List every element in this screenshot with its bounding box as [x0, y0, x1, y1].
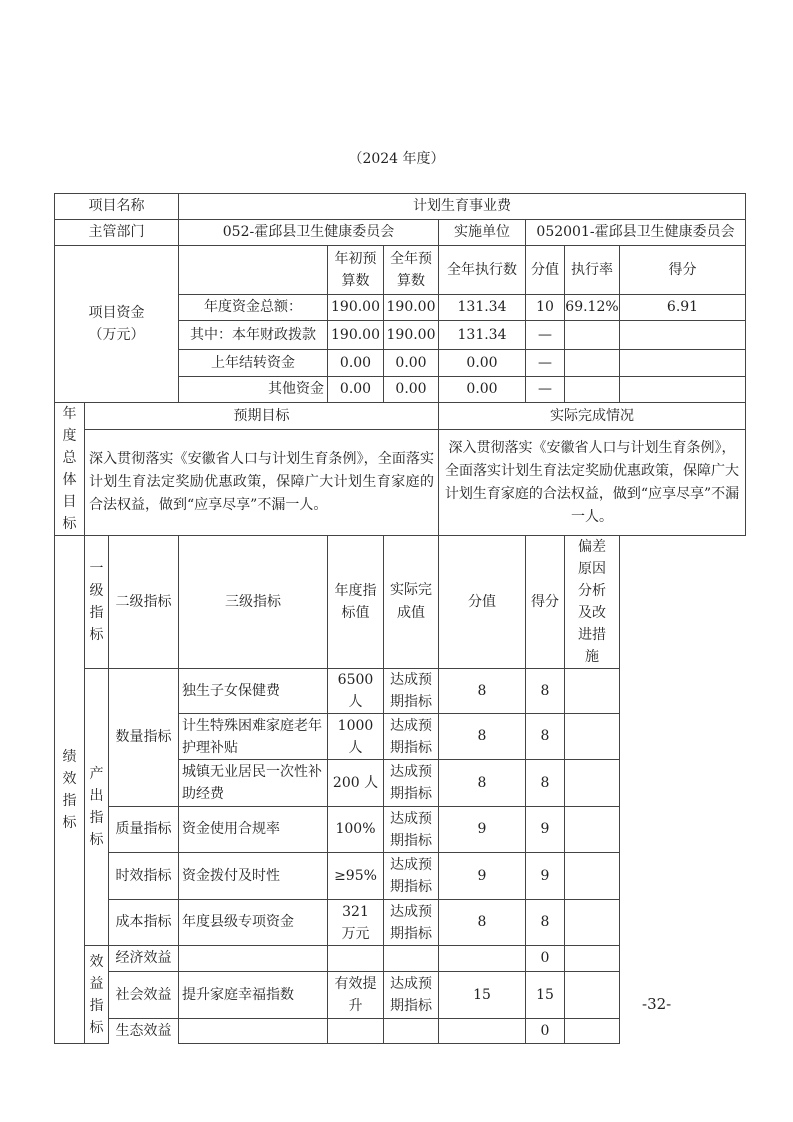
indicator-actual: 达成预期指标 — [384, 807, 439, 853]
analysis-header: 偏差原因分析及改进措施 — [565, 536, 620, 669]
indicator-analysis — [565, 853, 620, 900]
indicator-score: 0 — [526, 1019, 565, 1044]
executed-header: 全年执行数 — [439, 246, 526, 295]
indicator-name: 年度县级专项资金 — [179, 900, 328, 946]
indicator-weight: 8 — [439, 714, 526, 760]
actual-goal-header: 实际完成情况 — [439, 403, 746, 430]
indicator-score: 8 — [526, 714, 565, 760]
output-label: 产出指标 — [85, 669, 109, 946]
indicator-analysis — [565, 669, 620, 714]
indicator-row — [55, 853, 746, 900]
funds-rate: 69.12% — [565, 295, 620, 321]
social-group: 社会效益 — [109, 972, 179, 1019]
indicator-score: 9 — [526, 807, 565, 853]
indicator-weight: 9 — [439, 853, 526, 900]
level1-header: 一级指标 — [85, 536, 109, 669]
weight-header: 分值 — [526, 246, 565, 295]
indicator-score: 15 — [526, 972, 565, 1019]
funds-label — [55, 246, 179, 403]
funds-initial: 0.00 — [328, 350, 384, 377]
funds-score: 6.91 — [620, 295, 746, 321]
goals-header-row — [55, 403, 746, 430]
expected-goal-text: 深入贯彻落实《安徽省人口与计划生育条例》，全面落实计划生育法定奖励优惠政策，保障广大计划生育家庭的合法权益，做到“应享尽享”不漏一人。 — [85, 430, 439, 536]
indicator-actual: 达成预期指标 — [384, 972, 439, 1019]
indicator-name: 城镇无业居民一次性补助经费 — [179, 760, 328, 807]
expected-goal-header: 预期目标 — [85, 403, 439, 430]
score-header: 得分 — [526, 536, 565, 669]
funds-weight: 10 — [526, 295, 565, 321]
indicator-name: 提升家庭幸福指数 — [179, 972, 328, 1019]
project-name-value: 计划生育事业费 — [179, 194, 746, 220]
indicator-analysis — [565, 1019, 620, 1044]
funds-rate — [565, 321, 620, 350]
indicator-weight: 8 — [439, 669, 526, 714]
funds-initial: 190.00 — [328, 295, 384, 321]
indicator-target: 6500人 — [328, 669, 384, 714]
indicator-name: 独生子女保健费 — [179, 669, 328, 714]
economic-group: 经济效益 — [109, 946, 179, 972]
indicator-target: 1000人 — [328, 714, 384, 760]
indicator-target: 有效提升 — [328, 972, 384, 1019]
indicator-name: 计生特殊困难家庭老年护理补贴 — [179, 714, 328, 760]
indicator-row — [55, 807, 746, 853]
dept-value: 052-霍邱县卫生健康委员会 — [179, 220, 439, 246]
funds-executed: 0.00 — [439, 377, 526, 403]
funds-initial: 0.00 — [328, 377, 384, 403]
quantity-group: 数量指标 — [109, 669, 179, 807]
funds-annual: 0.00 — [384, 377, 439, 403]
funds-row-label: 年度资金总额： — [179, 295, 328, 321]
indicator-analysis — [565, 900, 620, 946]
page-number: -32- — [642, 995, 672, 1013]
performance-table — [54, 193, 746, 1044]
year-label: （2024 年度） — [348, 151, 445, 167]
initial-budget-header: 年初预算数 — [328, 246, 384, 295]
funds-label-line2: （万元） — [88, 327, 145, 343]
indicator-target: 200 人 — [328, 760, 384, 807]
indicator-weight: 8 — [439, 760, 526, 807]
dept-row — [55, 220, 746, 246]
funds-weight: — — [526, 350, 565, 377]
indicator-row — [55, 669, 746, 714]
indicator-row — [55, 1019, 746, 1044]
funds-score — [620, 350, 746, 377]
benefit-label: 效益指标 — [85, 946, 109, 1044]
funds-executed: 0.00 — [439, 350, 526, 377]
weight-header: 分值 — [439, 536, 526, 669]
funds-header-row — [55, 246, 746, 295]
funds-weight: — — [526, 377, 565, 403]
indicators-header-row — [55, 536, 746, 669]
level3-header: 三级指标 — [179, 536, 328, 669]
cost-group: 成本指标 — [109, 900, 179, 946]
actual-value-header: 实际完成值 — [384, 536, 439, 669]
indicator-name: 资金使用合规率 — [179, 807, 328, 853]
ecological-group: 生态效益 — [109, 1019, 179, 1044]
indicator-analysis — [565, 714, 620, 760]
goals-side-label: 年度总体目标 — [55, 403, 85, 536]
indicator-actual — [384, 1019, 439, 1044]
unit-label: 实施单位 — [439, 220, 526, 246]
funds-executed: 131.34 — [439, 321, 526, 350]
funds-score — [620, 377, 746, 403]
indicator-weight: 8 — [439, 900, 526, 946]
timeliness-group: 时效指标 — [109, 853, 179, 900]
indicator-score: 8 — [526, 760, 565, 807]
annual-budget-header: 全年预算数 — [384, 246, 439, 295]
indicator-weight — [439, 1019, 526, 1044]
indicators-side-label: 绩效指标 — [55, 536, 85, 1044]
level2-header: 二级指标 — [109, 536, 179, 669]
actual-goal-text: 深入贯彻落实《安徽省人口与计划生育条例》，全面落实计划生育法定奖励优惠政策，保障广大计划生育家庭的合法权益，做到“应享尽享”不漏一人。 — [439, 430, 746, 536]
funds-annual: 0.00 — [384, 350, 439, 377]
indicator-actual: 达成预期指标 — [384, 669, 439, 714]
target-header: 年度指标值 — [328, 536, 384, 669]
indicator-name — [179, 1019, 328, 1044]
unit-value: 052001-霍邱县卫生健康委员会 — [526, 220, 746, 246]
indicator-name — [179, 946, 328, 972]
quality-group: 质量指标 — [109, 807, 179, 853]
indicator-target: 321 万元 — [328, 900, 384, 946]
indicator-actual — [384, 946, 439, 972]
funds-executed: 131.34 — [439, 295, 526, 321]
indicator-score: 0 — [526, 946, 565, 972]
indicator-row — [55, 946, 746, 972]
indicator-score: 8 — [526, 900, 565, 946]
indicator-actual: 达成预期指标 — [384, 853, 439, 900]
funds-rate — [565, 377, 620, 403]
indicator-score: 8 — [526, 669, 565, 714]
indicator-actual: 达成预期指标 — [384, 900, 439, 946]
indicator-target: ≥95% — [328, 853, 384, 900]
funds-row-label: 上年结转资金 — [179, 350, 328, 377]
indicator-target — [328, 1019, 384, 1044]
indicator-analysis — [565, 807, 620, 853]
funds-annual: 190.00 — [384, 321, 439, 350]
project-name-label: 项目名称 — [55, 194, 179, 220]
goals-text-row — [55, 430, 746, 536]
funds-rate — [565, 350, 620, 377]
indicator-name: 资金拨付及时性 — [179, 853, 328, 900]
indicator-actual: 达成预期指标 — [384, 714, 439, 760]
funds-row-label: 其他资金 — [179, 377, 328, 403]
funds-row-label: 其中：本年财政拨款 — [179, 321, 328, 350]
indicator-target — [328, 946, 384, 972]
indicator-analysis — [565, 946, 620, 972]
indicator-weight — [439, 946, 526, 972]
rate-header: 执行率 — [565, 246, 620, 295]
project-name-row — [55, 194, 746, 220]
funds-weight: — — [526, 321, 565, 350]
indicator-analysis — [565, 972, 620, 1019]
funds-initial: 190.00 — [328, 321, 384, 350]
indicator-score: 9 — [526, 853, 565, 900]
indicator-actual: 达成预期指标 — [384, 760, 439, 807]
score-header: 得分 — [620, 246, 746, 295]
funds-blank-header — [179, 246, 328, 295]
indicator-weight: 9 — [439, 807, 526, 853]
indicator-target: 100% — [328, 807, 384, 853]
funds-label-line1: 项目资金 — [88, 305, 145, 321]
funds-annual: 190.00 — [384, 295, 439, 321]
indicator-weight: 15 — [439, 972, 526, 1019]
dept-label: 主管部门 — [55, 220, 179, 246]
indicator-analysis — [565, 760, 620, 807]
funds-score — [620, 321, 746, 350]
indicator-row — [55, 900, 746, 946]
